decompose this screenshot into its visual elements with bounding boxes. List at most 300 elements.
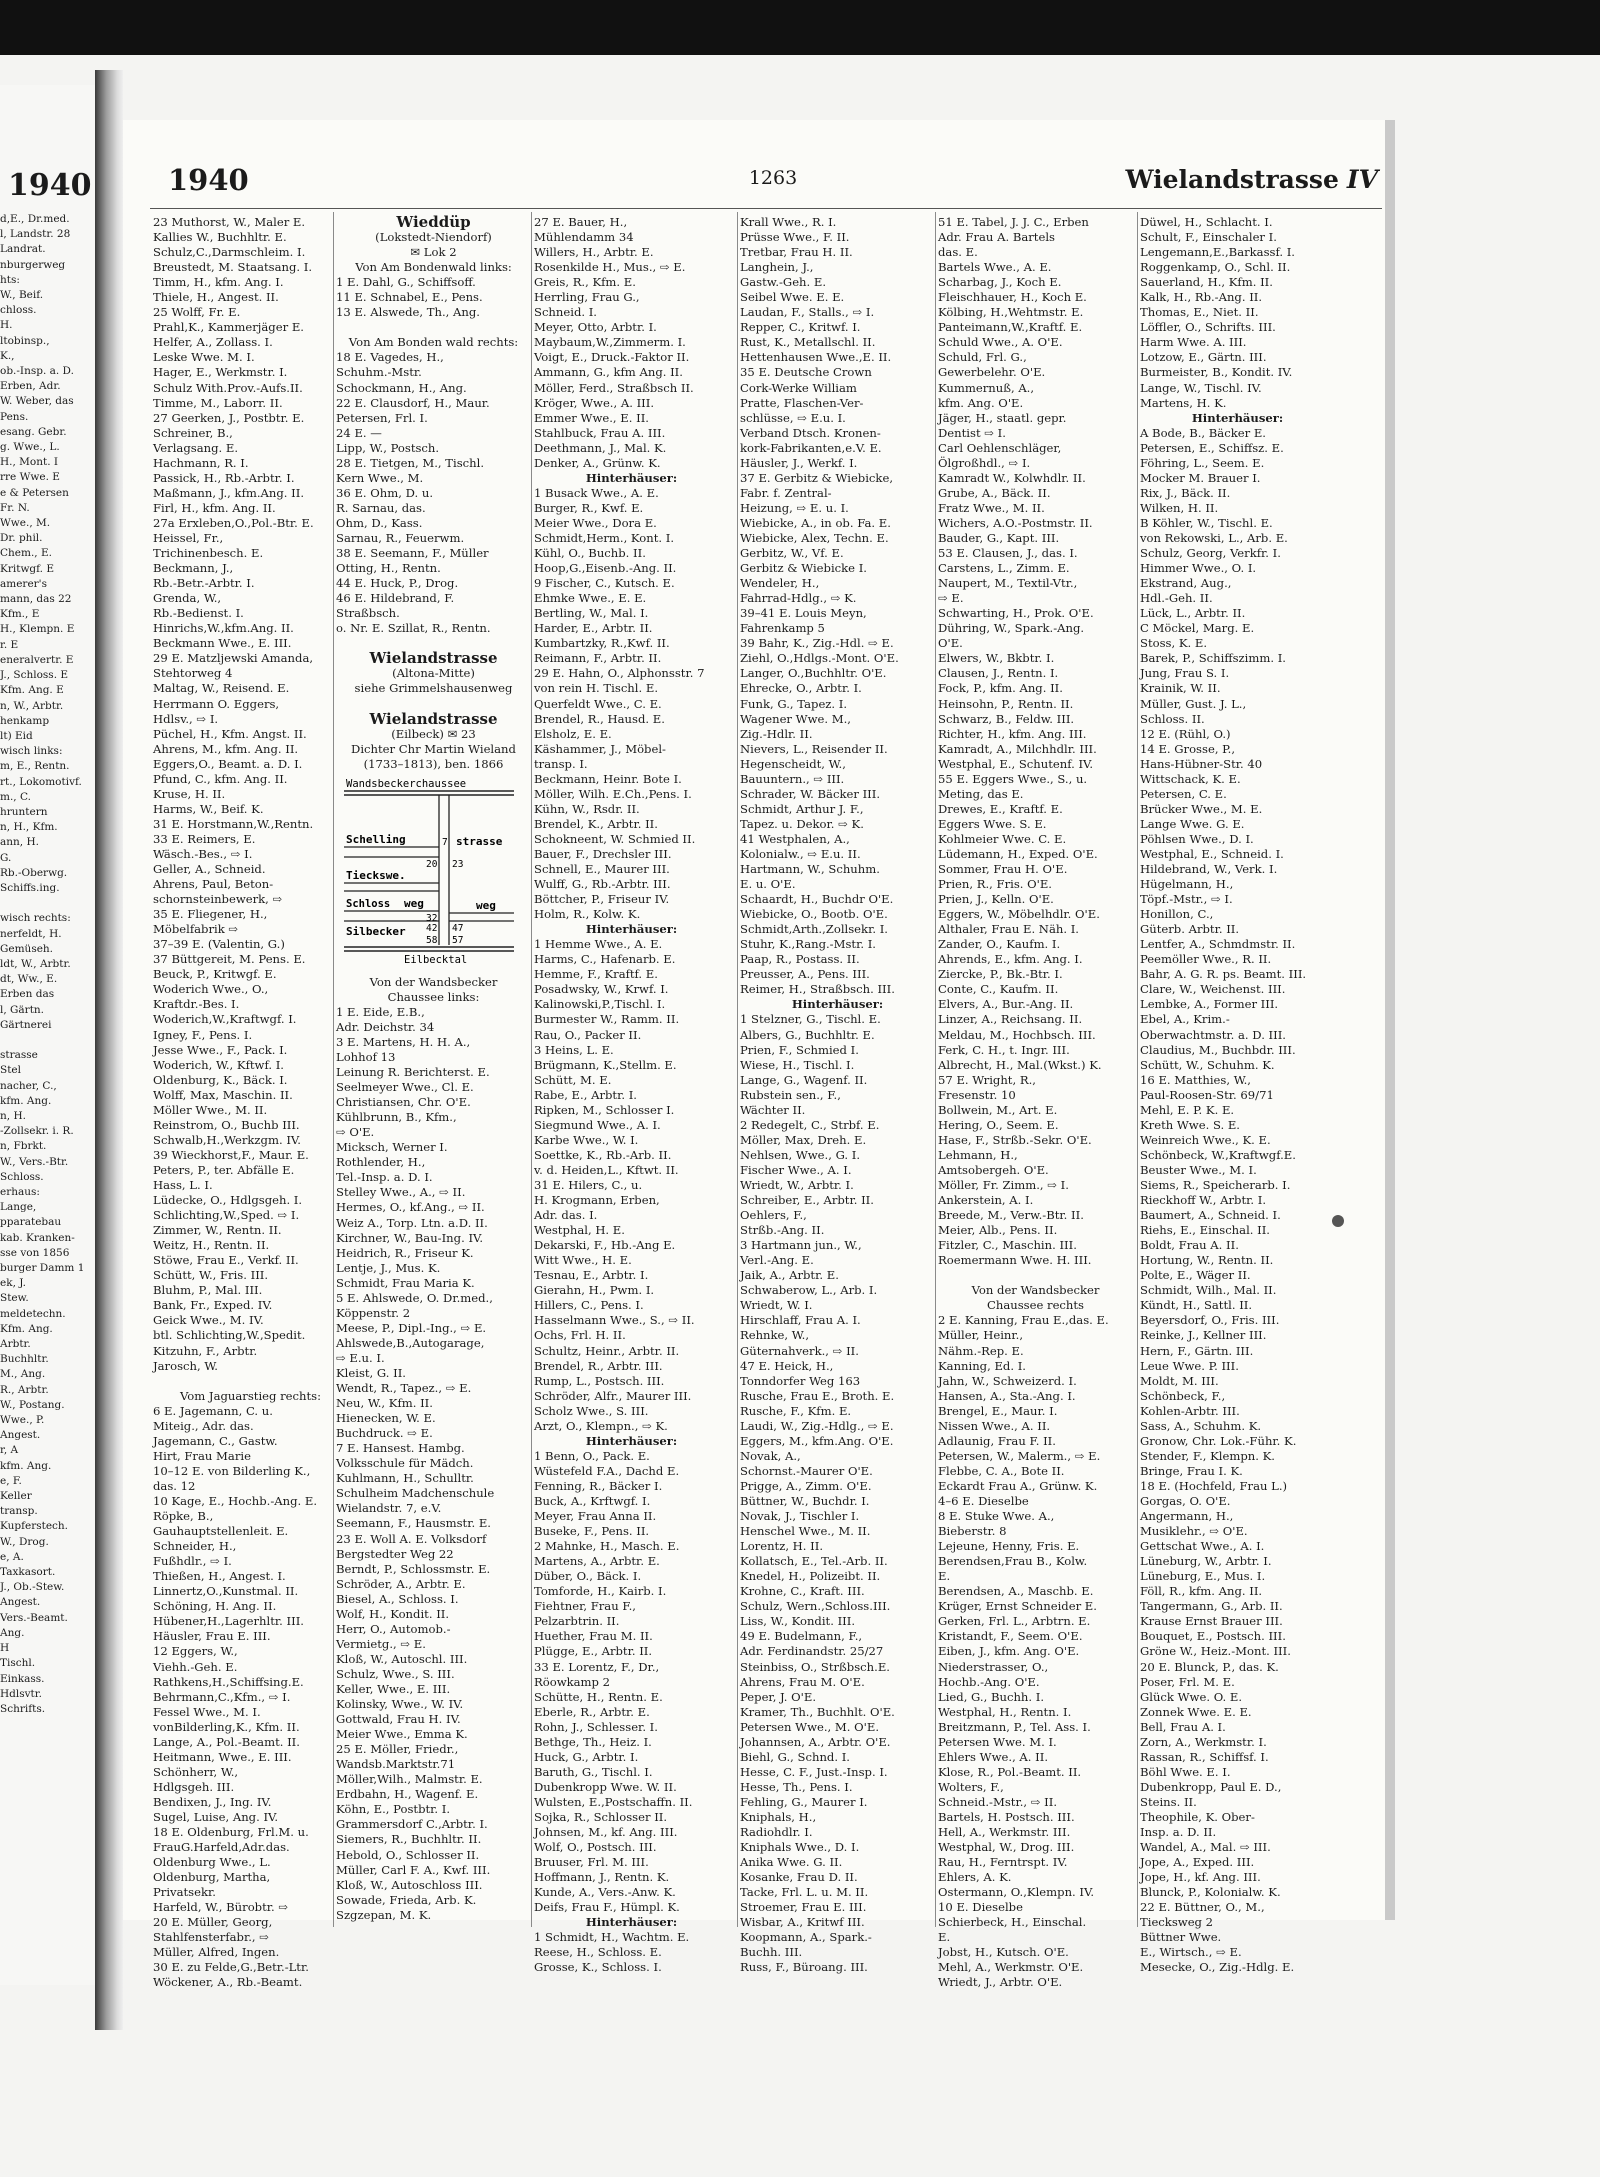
directory-entry: 35 E. Deutsche Crown (740, 365, 872, 380)
directory-entry: Siemers, R., Buchhltr. II. (336, 1832, 482, 1847)
directory-entry: Schuhm.-Mstr. (336, 365, 422, 380)
previous-page-line: ltobinsp., (0, 334, 50, 347)
directory-entry: Bauder, G., Kapt. III. (938, 530, 1060, 545)
directory-entry: Stöwe, Frau E., Verkf. II. (153, 1253, 299, 1268)
directory-entry: 25 E. Möller, Friedr., (336, 1742, 459, 1757)
previous-page-line: W., Postang. (0, 1398, 65, 1411)
previous-page-line (0, 1717, 92, 1732)
directory-entry: Wolf, O., Postsch. III. (534, 1840, 657, 1855)
previous-page-line: H., Mont. I (0, 456, 59, 469)
map-house-number: 57 (452, 934, 464, 946)
directory-entry: Ehlers Wwe., A. II. (938, 1749, 1049, 1764)
directory-entry: Kreth Wwe. S. E. (1140, 1117, 1240, 1132)
directory-entry: Musiklehr., ⇨ O'E. (1140, 1524, 1248, 1539)
directory-entry: Lotzow, E., Gärtn. III. (1140, 350, 1267, 365)
directory-entry: Leue Wwe. P. III. (1140, 1358, 1239, 1373)
directory-entry: Brendel, R., Hausd. E. (534, 711, 665, 726)
directory-entry: Gottwald, Frau H. IV. (336, 1712, 461, 1727)
header-rule (150, 208, 1382, 209)
directory-entry: Kröger, Wwe., A. III. (534, 395, 655, 410)
directory-entry: Miteig., Adr. das. (153, 1418, 254, 1433)
directory-entry: 33 E. Lorentz, F., Dr., (534, 1659, 660, 1674)
directory-entry: Schwaberow, L., Arb. I. (740, 1283, 878, 1298)
directory-entry: 20 E. Müller, Georg, (153, 1915, 273, 1930)
directory-entry: Fiehtner, Frau F., (534, 1599, 636, 1614)
directory-entry: Fahrrad-Hdlg., ⇨ K. (740, 591, 857, 606)
directory-entry: Möller, Fr. Zimm., ⇨ I. (938, 1178, 1069, 1192)
directory-entry: Hachmann, R. I. (153, 455, 249, 470)
directory-entry: Fresenstr. 10 (938, 1087, 1016, 1102)
previous-page-line: Rb.-Oberwg. (0, 866, 68, 879)
directory-entry: Biehl, G., Schnd. I. (740, 1749, 850, 1764)
directory-entry: Fratz Wwe., M. II. (938, 500, 1045, 515)
directory-entry: Eggers,O., Beamt. a. D. I. (153, 756, 303, 771)
directory-entry: Moldt, M. III. (1140, 1373, 1219, 1388)
directory-entry: Roemermann Wwe. H. III. (938, 1253, 1092, 1268)
directory-entry: Schwalb,H.,Werkzgm. IV. (153, 1132, 301, 1147)
previous-page-line: ldt, W., Arbtr. (0, 957, 71, 970)
previous-page-line: g. Wwe., L. (0, 441, 60, 454)
directory-entry: Russ, F., Büroang. III. (740, 1960, 868, 1975)
scan-border-top (0, 0, 1600, 55)
directory-entry: Glück Wwe. O. E. (1140, 1689, 1243, 1704)
directory-entry: Kniphals, H., (740, 1809, 817, 1824)
column-2 (336, 215, 531, 1930)
directory-entry: Leinung R. Berichterst. E. (336, 1065, 490, 1080)
previous-page-line: W. Weber, das (0, 395, 74, 408)
directory-entry: Schuld, Frl. G., (938, 350, 1027, 365)
directory-entry: Neu, W., Kfm. II. (336, 1396, 433, 1411)
previous-page-line: hruntern (0, 805, 48, 818)
previous-page-line: Erben das (0, 988, 55, 1001)
directory-entry: Tapez. u. Dekor. ⇨ K. (740, 816, 864, 831)
directory-entry: 16 E. Matthies, W., (1140, 1072, 1251, 1087)
directory-entry: 39 Wieckhorst,F., Maur. E. (153, 1147, 309, 1162)
map-house-number: 42 (426, 922, 438, 934)
directory-entry: Wiese, H., Tischl. I. (740, 1057, 855, 1072)
directory-entry: Hesse, C. F., Just.-Insp. I. (740, 1764, 888, 1779)
directory-entry: Harfeld, W., Bürobtr. ⇨ (153, 1900, 289, 1915)
directory-entry: Schneider, H., (153, 1539, 237, 1554)
directory-entry: 10 Kage, E., Hochb.-Ang. E. (153, 1493, 318, 1508)
directory-entry: Emmer Wwe., E. II. (534, 410, 649, 425)
directory-entry: Bergstedter Weg 22 (336, 1546, 454, 1561)
directory-entry: Reinke, J., Kellner III. (1140, 1328, 1267, 1343)
directory-entry: Adr. Ferdinandstr. 25/27 (740, 1644, 884, 1659)
directory-entry: Brendel, R., Arbtr. III. (534, 1358, 663, 1373)
directory-entry: Lüdemann, H., Exped. O'E. (938, 846, 1098, 861)
directory-entry: Schwarz, B., Feldw. III. (938, 711, 1075, 726)
directory-entry: Rabe, E., Arbtr. I. (534, 1087, 637, 1102)
directory-entry: Sommer, Frau H. O'E. (938, 862, 1068, 877)
directory-entry: Krohne, C., Kraft. III. (740, 1584, 865, 1599)
directory-entry: Meyer, Frau Anna II. (534, 1509, 657, 1524)
directory-entry: Schuld Wwe., A. O'E. (938, 335, 1063, 350)
directory-entry: Bahr, A. G. R. ps. Beamt. III. (1140, 967, 1307, 982)
directory-entry: Rusche, F., Kfm. E. (740, 1403, 852, 1418)
directory-entry: Chaussee links: (387, 989, 480, 1004)
directory-entry: 2 Redegelt, C., Strbf. E. (740, 1117, 880, 1132)
directory-entry: 3 Hartmann jun., W., (740, 1238, 862, 1253)
directory-entry: Jäger, H., staatl. gepr. (938, 410, 1067, 425)
directory-entry: Schneid. I. (534, 305, 597, 320)
section-heading: Hinterhäuser: (1191, 410, 1284, 425)
directory-entry: Clausen, J., Rentn. I. (938, 666, 1059, 681)
directory-entry: Stuhr, K.,Rang.-Mstr. I. (740, 937, 876, 952)
directory-entry: Geick Wwe., M. IV. (153, 1313, 264, 1328)
directory-entry: Timme, M., Laborr. II. (153, 395, 283, 410)
directory-entry: Löffler, O., Schrifts. III. (1140, 320, 1276, 335)
directory-entry: vonBilderling,K., Kfm. II. (153, 1719, 300, 1734)
directory-entry: Beyersdorf, O., Fris. III. (1140, 1313, 1280, 1328)
directory-entry: Oberwachtmstr. a. D. III. (1140, 1027, 1286, 1042)
previous-page-line: chloss. (0, 304, 37, 317)
street-heading: Wielandstrasse (369, 709, 498, 728)
directory-entry: Jobst, H., Kutsch. O'E. (938, 1945, 1069, 1960)
directory-entry: Peper, J. O'E. (740, 1689, 817, 1704)
directory-entry: Szgzepan, M. K. (336, 1907, 432, 1922)
directory-entry: 22 E. Clausdorf, H., Maur. (336, 395, 490, 410)
directory-entry: Rubstein sen., F., (740, 1087, 841, 1102)
previous-page-line: pparatebau (0, 1216, 62, 1229)
directory-entry: Ammann, G., kfm Ang. II. (534, 365, 683, 380)
directory-entry (336, 320, 531, 335)
directory-entry: Petersen, Frl. I. (336, 410, 428, 425)
map-street-label: Schloss (346, 897, 391, 910)
directory-entry: 5 E. Ahlswede, O. Dr.med., (336, 1290, 493, 1305)
directory-entry: Otting, H., Rentn. (336, 561, 441, 576)
directory-entry: 1 E. Dahl, G., Schiffsoff. (336, 275, 476, 290)
directory-entry: Hansen, A., Sta.-Ang. I. (938, 1388, 1076, 1403)
directory-entry: Pöhlsen Wwe., D. I. (1140, 831, 1254, 846)
directory-entry: Fenning, R., Bäcker I. (534, 1478, 663, 1493)
directory-entry: Nissen Wwe., A. II. (938, 1418, 1051, 1433)
directory-entry: 55 E. Eggers Wwe., S., u. (938, 771, 1088, 786)
directory-entry: Strßb.-Ang. II. (740, 1223, 825, 1238)
directory-entry: Stahlbuck, Frau A. III. (534, 425, 666, 440)
previous-page-line: H (0, 1642, 10, 1655)
directory-entry: Rusche, Frau E., Broth. E. (740, 1388, 895, 1403)
directory-entry: Weinreich Wwe., K. E. (1140, 1132, 1271, 1147)
directory-entry: 3 Heins, L. E. (534, 1042, 614, 1057)
directory-entry: Köppenstr. 2 (336, 1305, 411, 1320)
directory-entry: Eberle, R., Arbtr. E. (534, 1704, 650, 1719)
directory-entry: Von der Wandsbecker (369, 974, 498, 989)
directory-entry: Schulz, Georg, Verkfr. I. (1140, 546, 1281, 561)
directory-entry: (Lokstedt-Niendorf) (375, 230, 492, 245)
directory-entry: Lange Wwe. G. E. (1140, 816, 1245, 831)
previous-page-line: Wwe., M. (0, 517, 51, 530)
directory-entry: Jaik, A., Arbtr. E. (740, 1268, 839, 1283)
directory-entry: Ahrens, Frau M. O'E. (740, 1674, 865, 1689)
directory-entry: Buchh. III. (740, 1945, 803, 1960)
directory-entry: Krall Wwe., R. I. (740, 215, 837, 229)
previous-page-line: ek, J. (0, 1277, 26, 1290)
previous-page-line: eneralvertr. E (0, 653, 74, 666)
directory-entry: Kalinowski,P.,Tischl. I. (534, 997, 666, 1012)
directory-entry: Wolff, Max, Maschin. II. (153, 1087, 293, 1102)
directory-entry: Bouquet, E., Postsch. III. (1140, 1629, 1286, 1644)
directory-entry: Hase, F., Strßb.-Sekr. O'E. (938, 1132, 1092, 1147)
directory-entry: Stehtorweg 4 (153, 666, 233, 681)
previous-page-line: Ang. (0, 1626, 25, 1639)
directory-entry: Bluhm, P., Mal. III. (153, 1283, 263, 1298)
directory-entry: Beuster Wwe., M. I. (1140, 1162, 1257, 1177)
directory-entry: Krainik, W. II. (1140, 681, 1221, 696)
directory-entry: Peemöller Wwe., R. II. (1140, 952, 1272, 967)
previous-page-line: ann, H. (0, 836, 39, 849)
directory-entry: Seemann, F., Hausmstr. E. (336, 1516, 491, 1531)
previous-page-line: Dr. phil. (0, 532, 43, 545)
directory-entry: Schütt, W., Fris. III. (153, 1268, 269, 1283)
previous-page-line: W., Vers.-Btr. (0, 1155, 69, 1168)
previous-page-line: rre Wwe. E (0, 471, 60, 484)
directory-entry: Ölgroßhdl., ⇨ I. (938, 455, 1031, 470)
directory-entry: Hegenscheidt, W., (740, 756, 846, 771)
directory-entry: Hillers, C., Pens. I. (534, 1298, 644, 1313)
directory-entry: Schockmann, H., Ang. (336, 380, 467, 395)
directory-entry: O'E. (938, 636, 963, 651)
page-header (168, 163, 1378, 203)
directory-entry: Fessel Wwe., M. I. (153, 1704, 261, 1719)
street-name: Wielandstrasse (1125, 165, 1339, 194)
directory-entry: Meting, das E. (938, 786, 1024, 801)
directory-entry: Drewes, E., Kraftf. E. (938, 801, 1063, 816)
directory-entry: Leske Wwe. M. I. (153, 350, 255, 365)
directory-entry: Burger, R., Kwf. E. (534, 500, 644, 515)
directory-entry: 31 E. Hilers, C., u. (534, 1178, 643, 1192)
directory-entry: Schmidt, Wilh., Mal. II. (1140, 1283, 1277, 1298)
directory-entry: Burmester W., Ramm. II. (534, 1012, 680, 1027)
directory-entry: Mehl, A., Werkmstr. O'E. (938, 1960, 1084, 1975)
directory-entry: schlüsse, ⇨ E.u. I. (740, 410, 846, 425)
directory-entry: Reese, H., Schloss. E. (534, 1945, 662, 1960)
directory-entry: Petersen, C. E. (1140, 786, 1227, 801)
directory-entry: Fußhdlr., ⇨ I. (153, 1554, 232, 1569)
directory-entry: Grammersdorf C.,Arbtr. I. (336, 1817, 488, 1832)
previous-page-line: H. (0, 319, 13, 332)
directory-entry: Kollatsch, E., Tel.-Arb. II. (740, 1554, 888, 1569)
directory-entry: Güternahverk., ⇨ II. (740, 1343, 859, 1358)
directory-entry: Wendeler, H., (740, 576, 820, 591)
directory-entry: Käshammer, J., Möbel- (534, 741, 666, 756)
directory-entry: Oehlers, F., (740, 1208, 807, 1223)
directory-entry: Wiebicke, A., in ob. Fa. E. (740, 515, 891, 530)
previous-page-line: wisch links: (0, 745, 63, 758)
directory-entry: Kraftdr.-Bes. I. (153, 997, 240, 1012)
page-number: 1263 (748, 167, 798, 189)
previous-page-line: wisch rechts: (0, 912, 71, 925)
directory-entry: Bethge, Th., Heiz. I. (534, 1734, 652, 1749)
directory-entry: 18 E. Oldenburg, Frl.M. u. (153, 1825, 309, 1840)
directory-entry: Schulz, Wwe., S. III. (336, 1666, 455, 1681)
directory-entry: Weitz, H., Rentn. II. (153, 1238, 270, 1253)
directory-entry: Firl, H., kfm. Ang. II. (153, 500, 276, 515)
directory-entry: C Möckel, Marg. E. (1140, 621, 1255, 636)
directory-entry: Ohm, D., Kass. (336, 515, 423, 530)
directory-entry: Hebold, O., Schlosser II. (336, 1847, 480, 1862)
directory-entry: Wittschack, K. E. (1140, 771, 1241, 786)
directory-entry: Kolonialw., ⇨ E.u. II. (740, 846, 861, 861)
directory-entry: 12 Eggers, W., (153, 1644, 238, 1659)
previous-page-line: n, Fbrkt. (0, 1140, 47, 1153)
directory-entry: Carstens, L., Zimm. E. (938, 561, 1070, 576)
directory-entry: Paap, R., Postass. II. (740, 952, 860, 967)
directory-entry: Anika Wwe. G. II. (740, 1855, 843, 1870)
directory-entry: Laudan, F., Stalls., ⇨ I. (740, 305, 875, 320)
previous-page-line: esang. Gebr. (0, 425, 67, 438)
directory-entry: Rau, H., Ferntrspt. IV. (938, 1855, 1068, 1870)
directory-entry: siehe Grimmelshausenweg (354, 681, 513, 696)
previous-page-line: G. (0, 851, 12, 864)
directory-entry: 14 E. Grosse, P., (1140, 741, 1236, 756)
directory-entry: von rein H. Tischl. E. (534, 681, 659, 696)
directory-entry: Greis, R., Kfm. E. (534, 275, 636, 290)
previous-page-line: J., Schloss. E (0, 669, 69, 682)
previous-page-line: Kfm. Ang. (0, 1322, 53, 1335)
directory-entry: Wagener Wwe. M., (740, 711, 851, 726)
directory-entry: Möbelfabrik ⇨ (153, 922, 239, 937)
directory-entry: Eggers, W., Möbelhdlr. O'E. (938, 907, 1100, 922)
directory-entry: Laudi, W., Zig.-Hdlg., ⇨ E. (740, 1418, 894, 1433)
directory-entry: Karbe Wwe., W. I. (534, 1132, 639, 1147)
directory-entry: Schmidt, Arthur J. F., (740, 801, 864, 816)
directory-entry: Boldt, Frau A. II. (1140, 1238, 1239, 1253)
directory-entry: Krüger, Ernst Schneider E. (938, 1599, 1097, 1614)
directory-entry: Steins. II. (1140, 1794, 1197, 1809)
directory-entry: Oldenburg, Martha, (153, 1870, 271, 1885)
directory-entry: Tomforde, H., Kairb. I. (534, 1584, 667, 1599)
directory-entry: Dubenkropp, Paul E. D., (1140, 1779, 1282, 1794)
directory-entry: Naupert, M., Textil-Vtr., (938, 576, 1078, 591)
directory-entry: Rothlender, H., (336, 1155, 426, 1170)
directory-entry: Angermann, H., (1140, 1509, 1234, 1524)
directory-entry: Biesel, A., Schloss. I. (336, 1591, 459, 1606)
directory-entry: Herr, O., Automob.- (336, 1621, 451, 1636)
previous-page-line: kfm. Ang. (0, 1459, 52, 1472)
directory-entry: Micksch, Werner I. (336, 1140, 448, 1155)
directory-entry: Schnell, E., Maurer III. (534, 862, 670, 877)
directory-entry: Lengemann,E.,Barkassf. I. (1140, 245, 1295, 260)
directory-entry: Nehlsen, Wwe., G. I. (740, 1147, 861, 1162)
directory-entry: 27 Geerken, J., Postbtr. E. (153, 410, 305, 425)
directory-entry: Dichter Chr Martin Wieland (351, 741, 516, 756)
directory-entry: Jope, A., Exped. III. (1140, 1855, 1255, 1870)
directory-entry: 24 E. — (336, 425, 382, 440)
directory-entry: Ahlswede,B.,Autogarage, (336, 1335, 485, 1350)
directory-entry: Richter, H., kfm. Ang. III. (938, 726, 1087, 741)
directory-entry: Viehh.-Geh. E. (153, 1659, 238, 1674)
directory-entry: Arzt, O., Klempn., ⇨ K. (534, 1418, 668, 1433)
directory-entry: schornsteinbewerk, ⇨ (153, 892, 283, 907)
directory-entry: Herrling, Frau G., (534, 290, 640, 305)
directory-entry: Wichers, A.O.-Postmstr. II. (938, 515, 1093, 530)
directory-entry: Schmidt, Frau Maria K. (336, 1275, 475, 1290)
directory-entry: 2 Mahnke, H., Masch. E. (534, 1539, 680, 1554)
directory-entry: Ehmke Wwe., E. E. (534, 591, 647, 606)
previous-page-line: Taxkasort. (0, 1566, 56, 1579)
directory-entry: Novak, J., Tischler I. (740, 1509, 860, 1524)
directory-entry: Volksschule für Mädch. (336, 1456, 474, 1471)
directory-entry: Prien, F., Schmied I. (740, 1042, 859, 1057)
directory-entry: 23 E. Woll A. E. Volksdorf (336, 1531, 487, 1546)
directory-entry: B Köhler, W., Tischl. E. (1140, 515, 1273, 530)
directory-entry: Tel.-Insp. a. D. I. (336, 1170, 433, 1185)
directory-entry: Fitzler, C., Maschin. III. (938, 1238, 1077, 1253)
directory-entry: Kramer, Th., Buchhlt. O'E. (740, 1704, 895, 1719)
directory-entry: Jahn, W., Schweizerd. I. (938, 1373, 1077, 1388)
directory-entry: Keller, Wwe., E. III. (336, 1681, 451, 1696)
directory-entry: Soettke, K., Rb.-Arb. II. (534, 1147, 672, 1162)
previous-page-line: strasse (0, 1049, 38, 1062)
directory-entry: 51 E. Tabel, J. J. C., Erben (938, 215, 1089, 229)
directory-entry: von Rekowski, L., Arb. E. (1140, 530, 1288, 545)
previous-page-line: J., Ob.-Stew. (0, 1581, 65, 1594)
directory-entry: Pratte, Flaschen-Ver- (740, 395, 864, 410)
directory-entry: E. u. O'E. (740, 877, 796, 892)
directory-entry: Carl Oehlenschläger, (938, 440, 1062, 455)
directory-entry: Töpf.-Mstr., ⇨ I. (1140, 892, 1233, 907)
directory-entry: Woderich, W., Kftwf. I. (153, 1057, 284, 1072)
directory-entry: Zorn, A., Werkmstr. I. (1140, 1734, 1267, 1749)
directory-entry: Straßbsch. (336, 606, 400, 621)
previous-page-line: Chem., E. (0, 547, 52, 560)
directory-entry: Hemme, F., Kraftf. E. (534, 967, 658, 982)
directory-entry: Albers, G., Buchhltr. E. (740, 1027, 875, 1042)
directory-entry: 36 E. Ohm, D. u. (336, 485, 434, 500)
map-street-label: Tieckswe. (346, 868, 406, 882)
directory-entry: Mesecke, O., Zig.-Hdlg. E. (1140, 1960, 1295, 1975)
previous-page-line: Fr. N. (0, 501, 30, 514)
directory-entry: Bieberstr. 8 (938, 1524, 1007, 1539)
directory-entry: Föhring, L., Seem. E. (1140, 455, 1265, 470)
directory-entry: Wandel, A., Mal. ⇨ III. (1140, 1840, 1271, 1855)
directory-entry: Meldau, M., Hochbsch. III. (938, 1027, 1096, 1042)
directory-entry: Breustedt, M. Staatsang. I. (153, 260, 313, 275)
directory-entry: 10 E. Dieselbe (938, 1900, 1023, 1915)
directory-entry: Lange, A., Pol.-Beamt. II. (153, 1734, 300, 1749)
directory-entry: Schröder, A., Arbtr. E. (336, 1576, 466, 1591)
directory-entry: Schütt, M. E. (534, 1072, 612, 1087)
directory-entry: Oldenburg Wwe., L. (153, 1855, 271, 1870)
directory-entry: Prahl,K., Kammerjäger E. (153, 320, 304, 335)
directory-entry: Dubenkropp Wwe. W. II. (534, 1779, 677, 1794)
directory-entry: Wächter II. (740, 1102, 806, 1117)
directory-entry: Ehrecke, O., Arbtr. I. (740, 681, 862, 696)
directory-entry: Harms, C., Hafenarb. E. (534, 952, 676, 967)
column-1 (153, 215, 348, 1990)
directory-entry: Gettschat Wwe., A. I. (1140, 1539, 1265, 1554)
directory-entry: Sugel, Luise, Ang. IV. (153, 1809, 279, 1824)
directory-entry: 57 E. Wright, R., (938, 1072, 1036, 1087)
directory-entry: Zander, O., Kaufm. I. (938, 937, 1061, 952)
directory-entry: Düwel, H., Schlacht. I. (1140, 215, 1273, 229)
directory-entry: Dekarski, F., Hb.-Ang E. (534, 1238, 676, 1253)
directory-entry: 30 E. zu Felde,G.,Betr.-Ltr. (153, 1960, 309, 1975)
directory-entry: Bendixen, J., Ing. IV. (153, 1794, 272, 1809)
previous-page-line: R., Arbtr. (0, 1383, 49, 1396)
directory-entry: Kallies W., Buchhltr. E. (153, 230, 287, 245)
previous-page-line: Angest. (0, 1429, 41, 1442)
directory-entry: Rau, O., Packer II. (534, 1027, 642, 1042)
directory-entry: 39–41 E. Louis Meyn, (740, 606, 867, 621)
directory-entry: Deifs, Frau F., Hümpl. K. (534, 1900, 680, 1915)
directory-entry: Hochb.-Ang. O'E. (938, 1674, 1040, 1689)
directory-entry: Tangermann, G., Arb. II. (1140, 1599, 1283, 1614)
header-year: 1940 (168, 163, 249, 197)
directory-entry: Sarnau, R., Feuerwm. (336, 530, 465, 545)
previous-page-line: sse von 1856 (0, 1246, 70, 1259)
